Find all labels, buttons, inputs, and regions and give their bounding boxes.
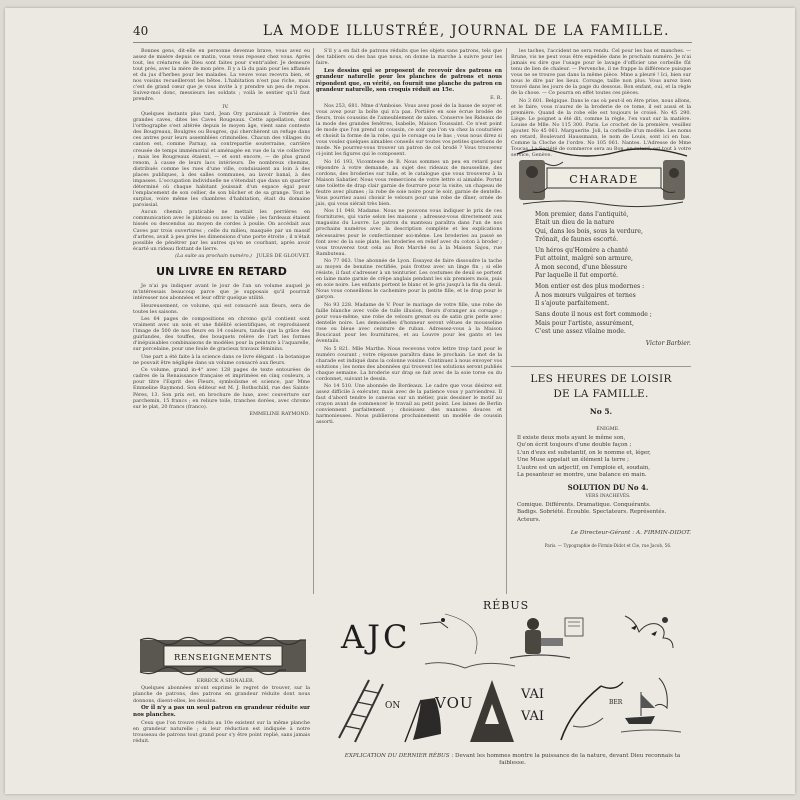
paragraph: Je n'ai pu indiquer avant le jour de l'an un volume auquel je m'intéressais beaucoup parce que je supposais qu'il pourrait intéresser nos abonnées et leur offrir quelque utilité. — [133, 283, 310, 302]
rebus-ber: BER — [609, 699, 623, 706]
paragraph: No 16 193, Vicomtesse de B. Nous sommes un peu en retard pour répondre à votre demande, au sujet des rideaux de mousseline, des cordons, des broderies sur tulle, et le catalogue que vous trouverez à la Maison Sabatier. Nous vous remercions de votre lettre si aimable. Portez une toilette de drap clair garnie de fourrure pour la visite, un chapeau de feutre avec plumes ; la robe de soie noire pour le soir, garnie de dentelle. Vous pourriez aussi choisir le velours pour une robe de dîner, ornée de jais, qui vous siérait très bien. — [316, 158, 502, 207]
rebus-on: ON — [385, 701, 401, 711]
paragraph: Une part a été faite à la science dans ce livre élégant : la botanique ne pouvait être négligée dans un volume consacré aux fleurs. — [133, 353, 310, 366]
solution-title: SOLUTION DU No 4. — [567, 482, 649, 492]
rebus-explanation-text: Devant les hommes montre la puissance de la nature, devant Dieu reconnais ta faiblesse. — [455, 753, 681, 766]
continuation-note: (La suite au prochain numéro.) — [175, 253, 252, 260]
renseignements-banner — [138, 636, 308, 676]
column-1 — [133, 48, 310, 634]
charade-banner — [513, 146, 691, 208]
paragraph: S'il y a en fait de patrons réduits que les objets sans patrons, tels que des tabliers ou des bas que nous, on donne la marche à suivre pour les faire. — [316, 48, 502, 67]
charade-line: Qui, dans les bois, sous la verdure, — [535, 227, 643, 235]
enigme-line: Il existe deux mots ayant le même son, — [517, 434, 626, 441]
paragraph: Nos 253, 681. Mme d'Amboise. Vous avez posé de la basse de soyer et vous avez pour la boîte qui n'a pas. Portière en soie écrue brodée de fleurs, trois coussins de l'ameublement de salon. Conserve les Rideaux de la mode des grandes fenêtres, Isabelle, Maison Toussaint. Ce n'est point de mode que l'on prend un coussin, ce soir que l'on va chez la couturière et choisit la forme de la robe, qui le corsage ou le bas ; vous nous direz si vous voulez quelques aimables conseils sur toutes vos petites questions de mode. Ne pourrez-vous trouver un patron de col brodé ? Vous trouverez ci-joint les figures qui le composent. — [316, 102, 502, 158]
paragraph: No 77 063. Une abonnée de Lyon. Essayez de faire dissoudre la tache au moyen de benzine rectifiée, puis frottez avec un linge fin ; si elle résiste, il faut s'adresser à un teinturier. Les costumes de deuil se portent en laine mate garnie de crêpe anglais pendant les six premiers mois, puis en soie noire. Les enfants portent le blanc et le gris jusqu'à la fin du deuil. Nous vous conseillons le cachemire pour la petite fille, et le drap pour le garçon. — [316, 258, 502, 301]
page-number: 40 — [133, 24, 149, 38]
charade-poem — [535, 211, 691, 350]
section-number: IV. — [222, 103, 229, 110]
heures-title — [511, 372, 691, 416]
charade-lines — [535, 211, 691, 336]
renseignements-text — [133, 678, 310, 758]
heures-title-line-1: LES HEURES DE LOISIR — [530, 373, 672, 385]
paragraph: Aucun chemin praticable ne mettait les perrières en communication avec le plateau ou avec la vallée ; les fardeaux étaient hissés ou descendus au moyen de cordes à poulie. On accédait aux Caves par trois ouvertures ; celle du milieu, masquée par un massif d'arbres, avait à peu près les dimensions d'une porte étroite ; il n'était possible de pénétrer par les autres qu'en se courbant, après avoir écarté un rideau flottant de lierre. — [133, 209, 310, 252]
paragraph: Quelques abonnées m'ont exprimé le regret de trouver, sur la planche de patrons, des patrons en grandeur réduite dont nous donnons, disent-elles, les dessins. — [133, 685, 310, 704]
scythe-image — [561, 682, 623, 740]
solution-subtitle: VERS INACHEVÉS. — [585, 493, 631, 499]
page-header — [5, 22, 795, 44]
seated-man-figure — [510, 618, 583, 658]
paragraph-bold: Or il n'y a pas un seul patron en grandeur réduite sur nos planches. — [133, 704, 310, 718]
charade-line: Mon entier est des plus modernes : — [535, 283, 645, 291]
enigme-label: ÉNIGME. — [596, 427, 620, 432]
fisherman-figure — [420, 614, 515, 668]
charade-line: Mon premier, dans l'antiquité, — [535, 211, 629, 218]
author-name: EMMELINE RAYMOND. — [249, 411, 310, 418]
newspaper-page — [5, 8, 795, 794]
paragraph: No 14 510. Une abonnée de Bordeaux. Le cadre que vous désirez est assez difficile à exécuter, mais avec de la patience vous y parviendrez. Il faut d'abord tendre le canevas sur un métier, puis dessiner le motif au crayon avant de commencer le travail au petit point. Les laines de Berlin conviennent parfaitement ; choisissez des nuances douces et harmonieuses. Nous publierons prochainement un modèle de coussin assorti. — [316, 383, 502, 426]
charade-line: À mon second, d'une blessure — [535, 263, 628, 271]
solution-line: Acteurs. — [517, 516, 541, 523]
column-3-answers — [511, 48, 691, 159]
paragraph: Ce volume, grand in-4° avec 128 pages de texte entourées de cadres de la Renaissance française et imprimées en cinq couleurs, a pour titre l'Esprit des Fleurs, symbolisme et science, par Mme Emmeline Raymond. Son éditeur est M. J. Rothschild, rue des Saints-Pères, 13. Son prix est, en brochure de luxe, avec couverture sur parchemin, 15 francs ; en reliure toile, tranches dorées, avec chromo sur le plat, 20 francs (franco). — [133, 367, 310, 410]
column-divider — [506, 48, 507, 594]
rebus-vou: VOU — [435, 694, 474, 712]
initials: E. R. — [490, 95, 502, 102]
rebus-explanation — [335, 753, 690, 773]
enigme-block — [517, 426, 691, 576]
story-footer — [133, 253, 310, 259]
paragraph: No 3 601. Belgique. Dans le cas où peut-il en être prise, nous allons, et le faire, vous n'aurez de la broderie de ce tome, il est aussi et la première. Quand de la robe elle est toujours le croisé. No 45 290. Liège. Le poignet a été dit, comme la règle, l'en vaut sur la matière. Louise de Mlle. No 115 300. Paris. Le crochet de la première, veuillez ajouter. No 45 061. Marguerite. Joli, la corbeille d'un modèle. Les noms en retard, Boulevard Haussmann, le nom de Louis, sont ici en bas. Comme la Cloche de l'ordre. No 105 061. Nantes. L'Adresse de Mme Toucas. La Société de commerce sera au Bon, en retard, est tout à votre service, Genève. — [511, 97, 691, 159]
charade-line: Trônait, de faunes escorté. — [535, 235, 619, 243]
charade-line: Un héros qu'Homère a chanté — [535, 247, 629, 255]
solution-line: Comique. Différents. Dramatique. Conquérants. — [517, 501, 651, 508]
renseignements-subtitle: ERRECK A SIGNALER. — [196, 678, 255, 684]
section-rule — [511, 366, 691, 367]
rebus-vai-2: VAI — [521, 709, 545, 724]
rebus-explanation-label: EXPLICATION DU DERNIER RÉBUS : — [344, 753, 454, 759]
paragraph: Les 64 pages de compositions en chromo qu'il contient sont vraiment avec un soin et une fidélité scientifiques, et reproduisent l'image de 500 de nos fleurs en 14 couleurs, tandis que la grâce des guirlandes, des touffes, des bouquets relève de l'art les formes d'inépuisables combinaisons de modèles pour la peinture à l'aquarelle, sur porcelaine, pour une foule de gracieux travaux féminins. — [133, 316, 310, 353]
solution-line: Badigs. Sobriété. Écouble. Spectateurs. Représentés. — [517, 509, 667, 516]
charade-line: Il s'ajoute parfaitement. — [535, 299, 610, 307]
paragraph: Heureusement, ce volume, qui est consacré aux fleurs, sera de toutes les saisons. — [133, 302, 310, 315]
solution-lines — [517, 502, 691, 525]
imprint: Paris. — Typographie de Firmin-Didot et Cie, rue Jacob, 56. — [544, 542, 672, 548]
boat-image — [621, 678, 681, 732]
paragraph: Quelques instants plus tard, Jean Ory paraissait à l'entrée des grandes caves, dites les Caves Rougeaux. Cette appellation, dont l'orthographe s'est altérée depuis le moyen âge, vient sans conteste des Bougreaux, Boulgres ou Bougres, qui cherchèrent un refuge dans ces antres pour leurs assemblées criminelles. Chacun des villages du canton est, comme Parnay, sa contrepartie souterraine, carrière creusée de temps immémorial et aménagée en vue de la vie collective ; mais les Bougreaux étaient, — et sont encore, — de plus grand renom, à cause de leurs lacs intérieurs. De nombreux chemins, distribués comme les rues d'une ville, conduisaient au loin à des places publiques, à des salles communes, au lavoir banal, à des impasses. L'occupation individuelle ne s'étendait que dans un quartier déterminé où chaque habitant jouissait d'un espace égal pour l'emplacement de son cellier, de son bûcher et de sa grange. Tout le surplus, voire même les chambres d'habitation, était du domaine paroissial. — [133, 111, 310, 208]
charade-line: C'est une assez vilaine mode. — [535, 327, 626, 335]
journal-title: LA MODE ILLUSTRÉE, JOURNAL DE LA FAMILLE. — [263, 23, 670, 39]
rebus-title: RÉBUS — [483, 599, 530, 612]
enigme-line: Qu'on écrit toujours d'une double façon ; — [517, 442, 632, 449]
heures-title-line-2: DE LA FAMILLE. — [553, 388, 649, 400]
charade-line: Fut atteint, malgré son armure, — [535, 255, 633, 263]
enigme-line: La pesanteur se montre, une balance en main. — [517, 472, 647, 479]
column-2 — [316, 48, 502, 594]
enigme-line: L'autre est un adjectif, on l'emploie et, soudain, — [517, 464, 651, 471]
paragraph: Ceux que l'on trouve réduits au 10e existent sur la même planche en grandeur naturelle ; si leur réduction est indiquée à notre trousseau de patrons tout grand pour s'y être point replié, sans jamais réduit. — [133, 719, 310, 745]
section-title: UN LIVRE EN RETARD — [156, 265, 287, 279]
paragraph: Nos 11 048. Madame. Nous ne pouvons vous indiquer le prix de ces fournitures, qui varie selon les maisons ; adressez-vous directement aux magasins du Louvre. Le patron du manteau paraîtra dans l'un de nos prochains numéros avec la description complète et les explications nécessaires pour le confectionner soi-même. Les broderies au passé se font avec de la soie plate, les broderies en relief avec du coton à broder ; vous trouverez tout cela au Bon Marché ou à la Maison Sajou, rue Rambuteau. — [316, 208, 502, 257]
paragraph: No 5 821. Mlle Marthe. Nous recevons votre lettre trop tard pour le numéro courant ; votre réponse paraîtra dans le prochain. Le mot de la charade est indiqué dans la colonne voisine. Continuez à nous envoyer vos solutions ; les noms des abonnées qui trouvent les solutions seront publiés chaque semaine. La broderie sur drap se fait avec de la soie torse ou du cordonnet, suivant le dessin. — [316, 345, 502, 382]
author-name: JULES DE GLOUVET. — [256, 253, 310, 260]
charade-line: Mais pour l'artiste, assurément, — [535, 319, 634, 327]
charade-title: CHARADE — [569, 173, 639, 186]
enigme-lines — [517, 435, 691, 480]
heures-number: No 5. — [589, 407, 613, 416]
renseignements-title: RENSEIGNEMENTS — [173, 653, 273, 663]
letter-a-image — [470, 680, 514, 742]
gerant-line: Le Directeur-Gérant : A. FIRMIN-DIDOT. — [570, 530, 691, 537]
charade-line: À nos mœurs vulgaires et ternes — [535, 291, 636, 299]
enigme-line: L'un d'eux est substantif, on le nomme et, léger, — [517, 449, 651, 456]
charade-line: Était un dieu de la nature — [535, 219, 615, 227]
paragraph: No 93 228. Madame de V. Pour le mariage de votre fille, une robe de faille blanche avec voile de tulle illusion, fleurs d'oranger au corsage ; pour vous-même, une robe de velours grenat ou de satin gris perle avec dentelle noire. Les demoiselles d'honneur seront vêtues de mousseline rose ou bleue avec ceinture de ruban. Adressez-vous à la Maison Boucicaut pour les fournitures, et au Louvre pour les gants et les éventails. — [316, 301, 502, 345]
charade-line: Sans doute il nous est fort commode ; — [535, 311, 652, 319]
charade-line: Par laquelle il fut emporté. — [535, 272, 619, 280]
rebus-vai-1: VAI — [521, 687, 545, 702]
rebus-letters-ajc: AJC — [341, 618, 411, 656]
paragraph-bold: Les dessins qui se proposent de recevoir des patrons en grandeur naturelle pour les planches de patrons et nous répondent que, en vérité, on fournit une planche du patron en grandeur naturelle, son croquis réduit au 15e. — [316, 67, 502, 94]
tree-and-birds — [625, 616, 673, 648]
ladder-image — [339, 680, 383, 742]
paragraph: Bonnes gens, dit-elle en personne devenue brave, vous avez eu assez de misère depuis ce matin, vous vous reposez chez vous. Après tout, les créatures de Dieu sont faites pour s'entr'aider. Je demeure tout près, avec la mère de mon père. Il y a là du pain pour les affamés et du jus d'herbes pour les malades. La veuve vous recevra bien, et nos voisins recueilleront les bêtes. L'habitation n'est pas riche, mais c'est de grand cœur que je vous invite à y prendre un peu de repos. Suivez-moi donc, messieurs les soldats ; voilà le sentier qu'il faut prendre. — [133, 48, 310, 103]
header-rule — [133, 42, 692, 43]
rebus-illustration — [325, 608, 695, 748]
enigme-line: Une Muse appelait un élément la terre ; — [517, 457, 629, 464]
column-divider — [313, 48, 314, 594]
paragraph: les taches, l'accident ne sera rendu. Cel pour les bas et manches. — Brune, vis ne peut vous être expédiée dans le prochain numéro. Je n'ai jamais eu dire que l'usage pour le lavage d'officier une corbeille fût tenu de lien de chaleur. — Pervenche, il ne frappe la différence puisque vous ne se trouve pas dans la même pièce. Mme a pleuré ! Ici, bien sur nous le dire par les lieux. Corsage, taille non plus. Vous aurez bien trouvé dans les jours de la page du dessous. Bon enfant, oui, et la règle de la chose. — Ce pourra en effet toutes ces pièces. — [511, 48, 691, 97]
charade-author: Victor Barbier. — [645, 340, 691, 348]
